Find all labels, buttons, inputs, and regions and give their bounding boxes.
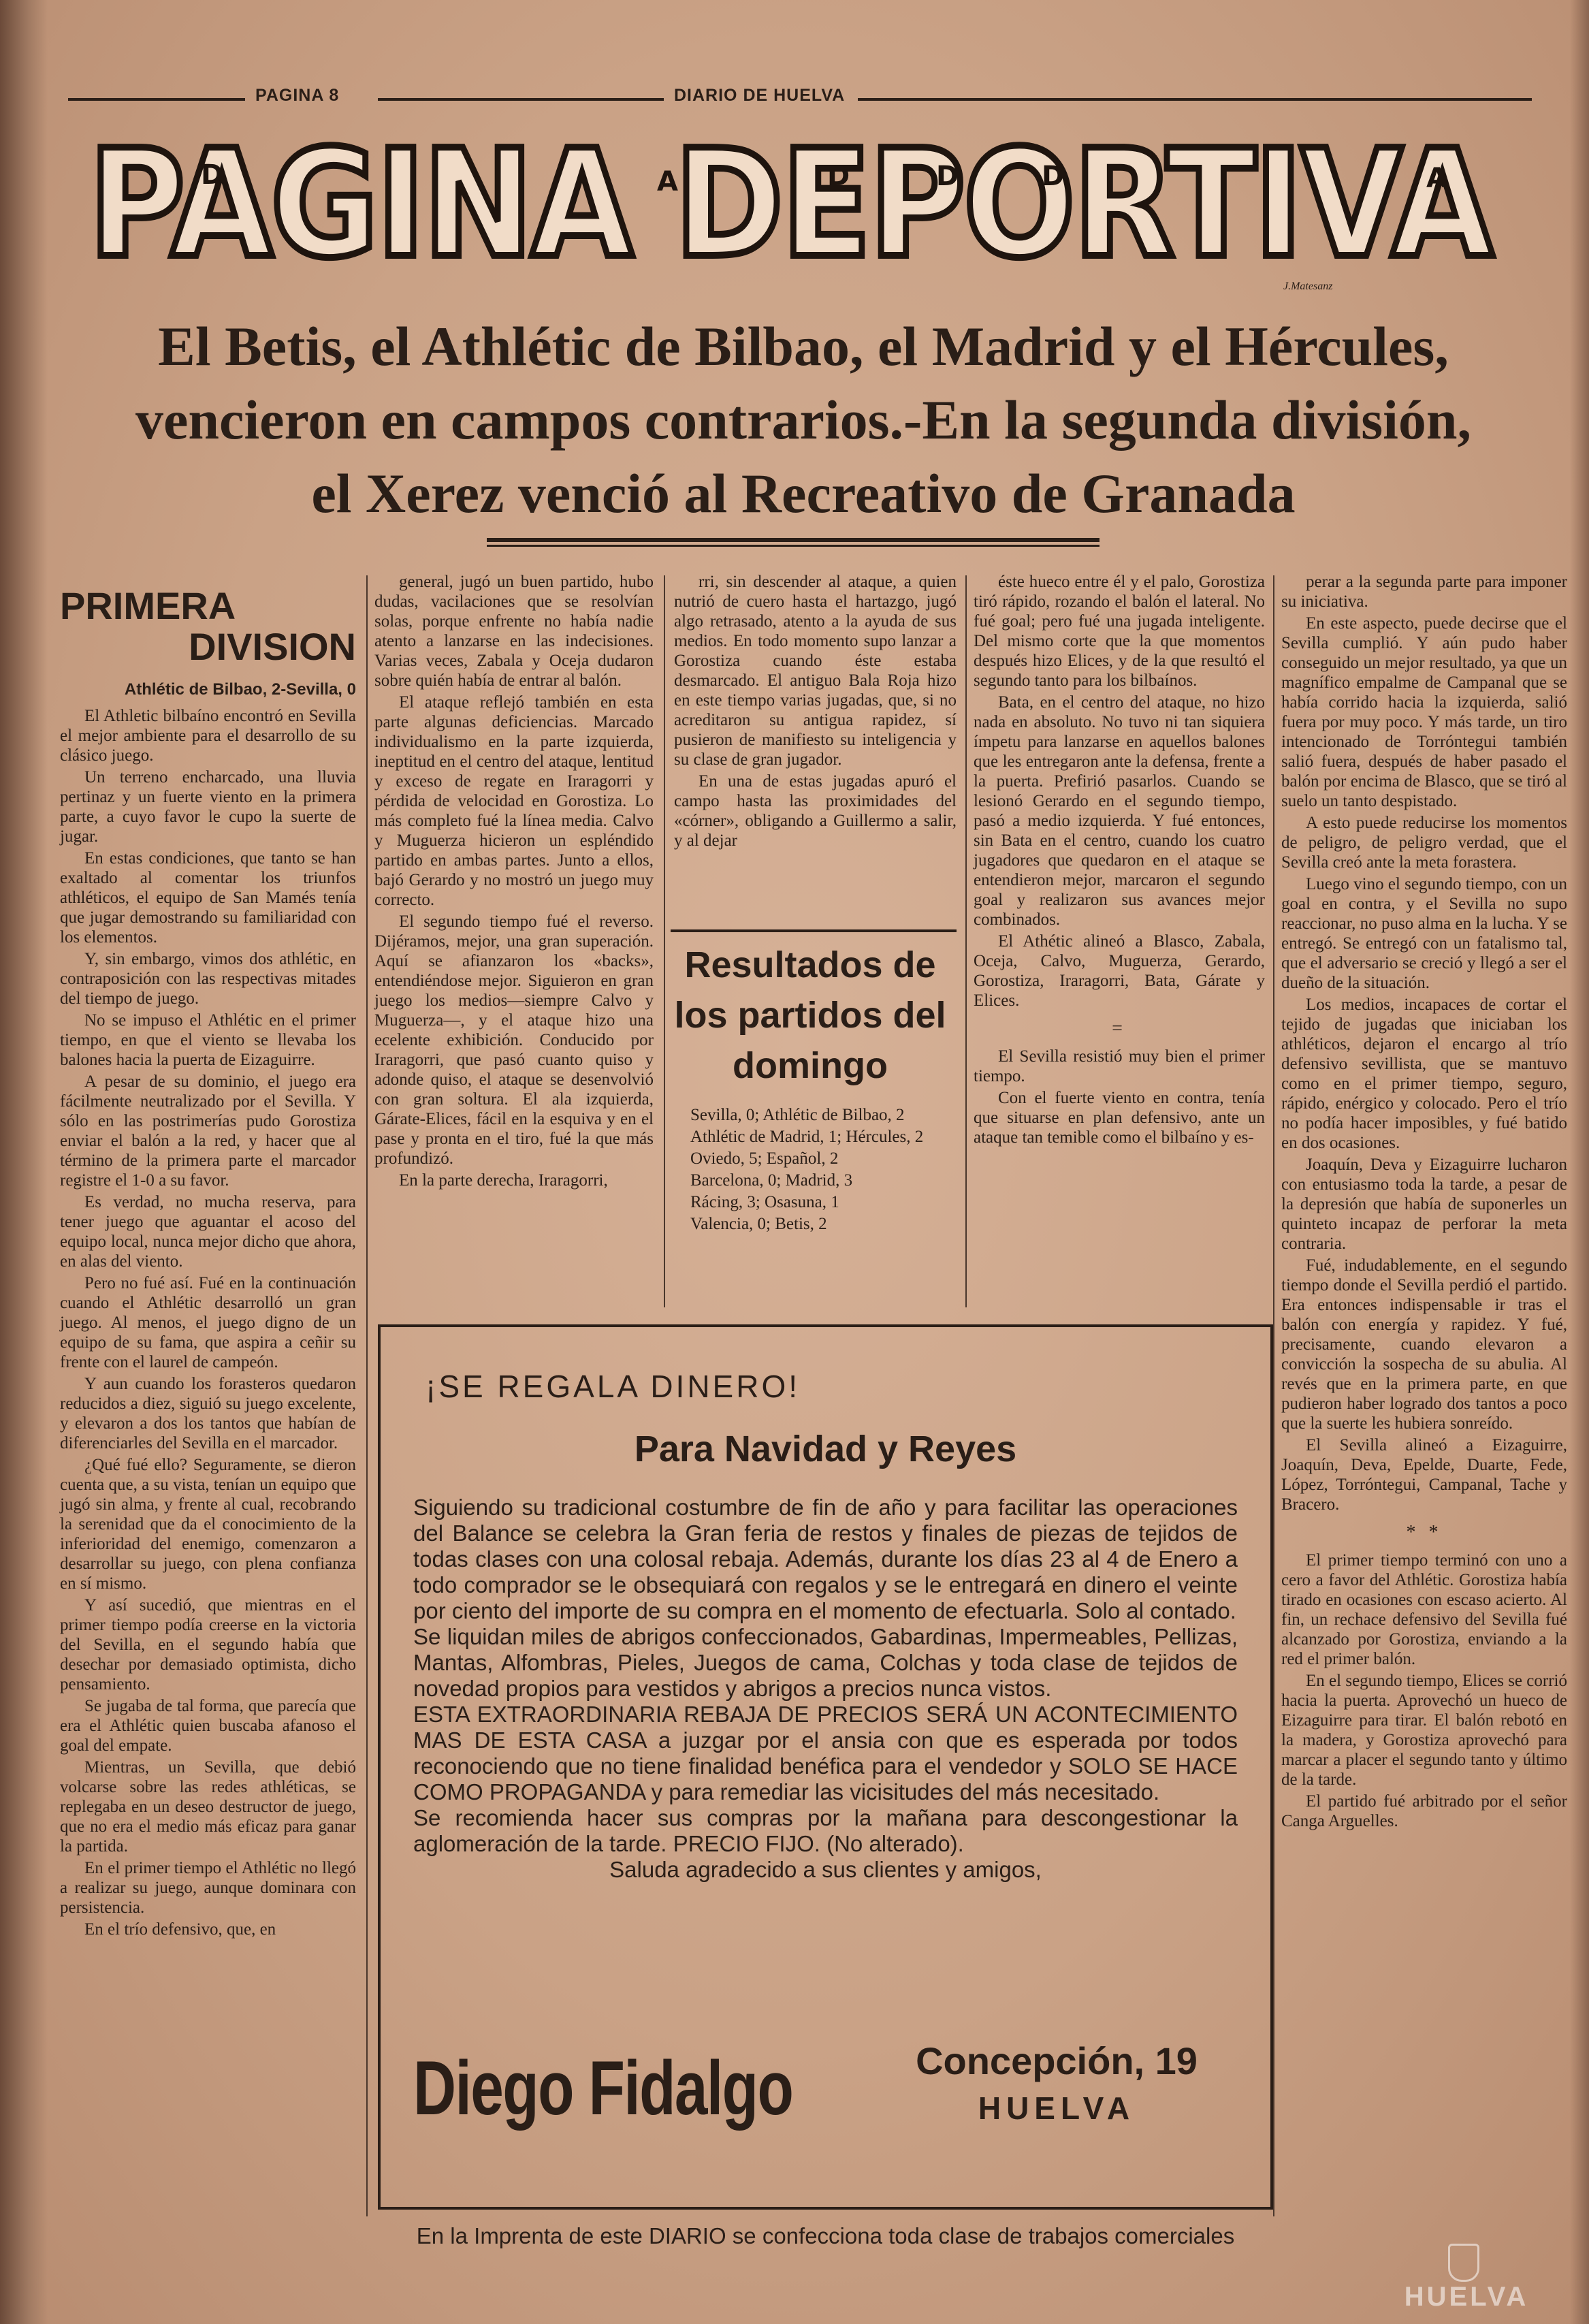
ad-brand: Diego Fidalgo bbox=[413, 2046, 793, 2131]
article-paragraph: Un terreno encharcado, una lluvia pertinaz y un fuerte viento en la primera parte, a cuyo favor le cupo la suerte de jugar. bbox=[60, 768, 356, 846]
article-column-3 bbox=[674, 572, 957, 853]
article-paragraph: perar a la segunda parte para imponer su iniciativa. bbox=[1281, 573, 1567, 611]
newspaper-name: DIARIO DE HUELVA bbox=[674, 86, 846, 105]
page-number: PAGINA 8 bbox=[255, 86, 340, 105]
match-header: Athlétic de Bilbao, 2-Sevilla, 0 bbox=[124, 680, 356, 699]
article-paragraph: rri, sin descender al ataque, a quien nutrió de cuero hasta el hartazgo, jugó algo retrasado, atento a la ayuda de sus medios. En todo momento supo lanzar a Gorostiza cuando éste estaba desmarcado. El antiguo Bala Roja hizo en este tiempo varias jugadas, que, si no acreditaron su antigua rapidez, sí pusieron de manifiesto su inteligencia y su clase de gran jugador. bbox=[674, 573, 957, 769]
archive-watermark bbox=[1398, 2244, 1535, 2312]
article-paragraph: Pero no fué así. Fué en la continuación cuando el Athlétic desarrolló un gran juego. Al menos, el juego digno de un equipo de su fama, que aspira a ceñir su frente con el laurel de campeón. bbox=[60, 1274, 356, 1371]
page-edge-shadow bbox=[1570, 0, 1589, 2324]
ad-paragraph: Siguiendo su tradicional costumbre de fin de año y para facilitar las operaciones del Balance se celebra la Gran feria de restos y finales de piezas de tejidos de todas clases con una colosal rebaja. Además, durante los días 23 al 4 de Enero a todo comprador se le obsequiará con regalos y se le entregará en dinero el veinte por ciento del importe de su compra en el momento de efectuarla. Solo al contado. bbox=[413, 1495, 1238, 1623]
article-paragraph: En el segundo tiempo, Elices se corrió hacia la puerta. Aprovechó un hueco de Eizaguirre para tirar. El balón rebotó en la madera, y Gorostiza aprovechó para marcar a placer el segundo tanto y último de la tarde. bbox=[1281, 1672, 1567, 1789]
masthead-letter: D bbox=[1042, 161, 1065, 192]
ad-paragraph: Saluda agradecido a sus clientes y amigos, bbox=[609, 1857, 1042, 1882]
column-text bbox=[60, 706, 356, 1939]
header-rule-right bbox=[858, 98, 1532, 101]
article-paragraph: El segundo tiempo fué el reverso. Dijéramos, mejor, una gran superación. Aquí se afianzaron los «backs», entendiéndose mejor. Siguieron en gran juego los medios—siempre Calvo y Muguerza—, y el ataque hizo una ecelente exhibición. Conducido por Iraragorri, que pasó cuanto quiso y adonde quiso, el ataque se desenvolvió con gran soltura. El ala izquierda, Gárate-Elices, fácil en la esquiva y en el pase y pronta en el tiro, fué la que más profundizó. bbox=[374, 912, 654, 1168]
page-binding-shadow bbox=[0, 0, 48, 2324]
article-paragraph: A esto puede reducirse los momentos de peligro, de peligro verdad, que el Sevilla creó ante la meta forastera. bbox=[1281, 814, 1567, 872]
article-paragraph: El Athétic alineó a Blasco, Zabala, Oceja, Calvo, Muguerza, Gerardo, Gorostiza, Iraragorri, Bata, Gárate y Elices. bbox=[974, 932, 1265, 1010]
article-paragraph: A pesar de su dominio, el juego era fácilmente neutralizado por el Sevilla. Y sólo en las postrimerías pudo Gorostiza enviar el balón a la red, y hacer que al término de la primera parte el marcador registre el 1-0 a su favor. bbox=[60, 1072, 356, 1190]
article-column-2 bbox=[374, 572, 654, 1192]
masthead-letter: A bbox=[657, 166, 678, 197]
article-paragraph: Y aun cuando los forasteros quedaron reducidos a diez, siguió su juego excelente, y elevaron a dos los tantos que habían de diferenciarles del Sevilla en el marcador. bbox=[60, 1375, 356, 1452]
result-line: Barcelona, 0; Madrid, 3 bbox=[690, 1171, 853, 1190]
article-paragraph: Fué, indudablemente, en el segundo tiempo donde el Sevilla perdió el partido. Era entonces indispensable ir tras el balón con energía y rapidez. Y fué, precisamente, cuando elevaron a convicción la sospecha de su abulia. Al revés que en la primera parte, en que pudieron haber logrado dos tantos a poco que la suerte les hubiera sonreído. bbox=[1281, 1256, 1567, 1433]
article-paragraph: Los medios, incapaces de cortar el tejido de jugadas que iniciaban los athléticos, dejaron el encargo al trío defensivo sevillista, que se mantuvo como en el primer tiempo, seguro, rápido, enérgico y colocado. Pero el trío no podía hacer imposibles, y fué batido en dos ocasiones. bbox=[1281, 996, 1567, 1152]
ad-title: Para Navidad y Reyes bbox=[634, 1429, 1017, 1469]
article-paragraph: Luego vino el segundo tiempo, con un goal en contra, y el Sevilla no supo reaccionar, no puso alma en la lucha. Y se entregó. Se entregó con un fatalismo tal, que el adversario se creció y llegó a ser el dueño de la situación. bbox=[1281, 875, 1567, 992]
result-line: Sevilla, 0; Athlétic de Bilbao, 2 bbox=[690, 1106, 905, 1124]
article-paragraph: Bata, en el centro del ataque, no hizo nada en absoluto. No tuvo ni tan siquiera ímpetu para lanzarse en aquellos balones que les entregaron ante la defensa, frente a la puerta. Prefirió pasarlos. Cuando se lesionó Gerardo en el segundo tiempo, pasó a medio izquierda. Y fué entonces, sin Bata en el centro, cuando los cuatro jugadores que quedaron en el ataque se entendieron mejor, marcaron el segundo goal y realizaron sus avances mejor combinados. bbox=[974, 693, 1265, 929]
ad-body bbox=[413, 1495, 1238, 1883]
ad-paragraph: Se recomienda hacer sus compras por la mañana para descongestionar la aglomeración de la tarde. PRECIO FIJO. (No alterado). bbox=[413, 1805, 1238, 1856]
article-paragraph: Con el fuerte viento en contra, tenía que situarse en plan defensivo, ante un ataque tan temible como el bilbaíno y es- bbox=[974, 1089, 1265, 1147]
headline-line: el Xerez venció al Recreativo de Granada bbox=[311, 462, 1296, 524]
column-text bbox=[1281, 572, 1567, 1514]
ad-street: Concepción, 19 bbox=[916, 2039, 1198, 2082]
masthead-word: PAGINA DEPORTIVA bbox=[89, 118, 1493, 286]
masthead-letter: D bbox=[936, 161, 959, 192]
article-column-5 bbox=[1281, 572, 1567, 1833]
section-title-line: DIVISION bbox=[189, 625, 356, 668]
illustrator-signature: J.Matesanz bbox=[1283, 281, 1333, 292]
results-top-rule bbox=[671, 929, 957, 932]
headline-line: El Betis, el Athlétic de Bilbao, el Madrid y el Hércules, bbox=[158, 315, 1449, 377]
article-paragraph: Joaquín, Deva y Eizaguirre lucharon con entusiasmo toda la tarde, a pesar de la depresión que había de suponerles un quinteto incapaz de perforar la meta contraria. bbox=[1281, 1156, 1567, 1253]
column-text bbox=[974, 1047, 1265, 1147]
article-paragraph: El Athletic bilbaíno encontró en Sevilla el mejor ambiente para el desarrollo de su clásico juego. bbox=[60, 707, 356, 765]
headline-underline-thin bbox=[487, 545, 1100, 547]
article-paragraph: En estas condiciones, que tanto se han exaltado al comentar los triunfos athléticos, el equipo de San Mamés tenía que jugar demostrando su familiaridad con los elementos. bbox=[60, 849, 356, 946]
watermark-text: HUELVA bbox=[1404, 2282, 1529, 2312]
article-paragraph: En una de estas jugadas apuró el campo hasta las proximidades del «córner», obligando a Guillermo a salir, y al dejar bbox=[674, 772, 957, 850]
article-paragraph: El Sevilla resistió muy bien el primer tiempo. bbox=[974, 1047, 1265, 1085]
article-paragraph: Mientras, un Sevilla, que debió volcarse sobre las redes athléticas, se replegaba en un deseo destructor de juego, que no era el medio más eficaz para ganar la partida. bbox=[60, 1758, 356, 1856]
result-line: Valencia, 0; Betis, 2 bbox=[690, 1215, 827, 1233]
article-paragraph: Y, sin embargo, vimos dos athlétic, en contraposición con las respectivas mitades del tiempo de juego. bbox=[60, 950, 356, 1008]
article-paragraph: El partido fué arbitrado por el señor Canga Arguelles. bbox=[1281, 1792, 1567, 1830]
main-headline bbox=[54, 310, 1552, 530]
section-separator: = bbox=[1112, 1018, 1127, 1039]
column-text bbox=[1281, 1550, 1567, 1831]
column-rule bbox=[366, 575, 368, 2216]
footer-notice: En la Imprenta de este DIARIO se confecciona toda clase de trabajos comerciales bbox=[416, 2223, 1235, 2248]
header-rule-middle bbox=[378, 98, 664, 101]
article-paragraph: Es verdad, no mucha reserva, para tener juego que aguantar el acoso del equipo local, nunca mejor dicho que ahora, en alas del viento. bbox=[60, 1193, 356, 1271]
article-paragraph: En la parte derecha, Iraragorri, bbox=[399, 1171, 608, 1190]
article-paragraph: El Sevilla alineó a Eizaguirre, Joaquín, Deva, Epelde, Duarte, Fede, López, Torróntegui, Campanal, Tache y Bracero. bbox=[1281, 1436, 1567, 1514]
article-paragraph: No se impuso el Athlétic en el primer tiempo, en que el viento se llevaba los balones hacia la puerta de Eizaguirre. bbox=[60, 1011, 356, 1069]
article-paragraph: En el primer tiempo el Athlétic no llegó a realizar su juego, aunque dominara con persistencia. bbox=[60, 1859, 356, 1917]
section-masthead bbox=[89, 109, 1505, 286]
article-paragraph: En este aspecto, puede decirse que el Sevilla cumplió. Y aún pudo haber conseguido un mejor resultado, ya que un magnífico empalme de Campanal que se había corrido hacia la izquierda, salió fuera por muy poco. Y más tarde, un tiro intencionado de Torróntegui también salió fuera, después de haber pasado el balón por encima de Blasco, que se tiró al suelo un tanto despistado. bbox=[1281, 614, 1567, 810]
ad-slogan: ¡SE REGALA DINERO! bbox=[426, 1369, 801, 1404]
result-line: Rácing, 3; Osasuna, 1 bbox=[690, 1193, 839, 1211]
advertisement-box bbox=[378, 1324, 1273, 2210]
article-paragraph: éste hueco entre él y el palo, Gorostiza tiró rápido, rozando el balón el lateral. No fué goal; pero fué una jugada inteligente. Del mismo corte que la que momentos después hizo Elices, y de la que resultó el segundo tanto para los bilbaínos. bbox=[974, 573, 1265, 690]
column-text bbox=[674, 572, 957, 850]
article-paragraph: Se jugaba de tal forma, que parecía que era el Athlétic quien buscaba afanoso el goal del empate. bbox=[60, 1697, 356, 1755]
section-separator: * * bbox=[1406, 1522, 1443, 1543]
results-list bbox=[667, 1104, 953, 1235]
ad-city: HUELVA bbox=[978, 2090, 1136, 2126]
article-paragraph: general, jugó un buen partido, hubo dudas, vacilaciones que se resolvían solas, porque enfrente no había nadie atento a lanzarse en las indecisiones. Varias veces, Zabala y Oceja dudaron sobre quién había de entrar al balón. bbox=[374, 573, 654, 690]
masthead-letter: A bbox=[1426, 163, 1447, 194]
coat-of-arms-icon bbox=[1448, 2244, 1479, 2282]
ad-address bbox=[880, 2039, 1234, 2127]
result-line: Athlétic de Madrid, 1; Hércules, 2 bbox=[690, 1128, 924, 1146]
column-text bbox=[974, 572, 1265, 1010]
article-paragraph: El ataque reflejó también en esta parte algunas deficiencias. Marcado individualismo en la parte izquierda, ineptitud en el centro del ataque, lentitud y exceso de regate en Iraragorri y pérdida de velocidad en Gorostiza. Lo más completo fué la línea media. Calvo y Muguerza hicieron un espléndido partido en ambas partes. Junto a ellos, bajó Gerardo y no mostró un juego muy correcto. bbox=[374, 693, 654, 909]
masthead-letter: D bbox=[827, 161, 850, 192]
ad-signature-block bbox=[413, 2039, 1240, 2148]
ad-paragraph: Se liquidan miles de abrigos confeccionados, Gabardinas, Impermeables, Pellizas, Mantas, Alfombras, Pieles, Juegos de cama, Colchas y toda clase de tejidos de novedad propios para vestidos y abrigos a precios nunca vistos. bbox=[413, 1624, 1238, 1701]
results-title: Resultados de los partidos del domingo bbox=[674, 944, 946, 1086]
article-column-4 bbox=[974, 572, 1265, 1149]
headline-line: vencieron en campos contrarios.-En la segunda división, bbox=[135, 389, 1472, 451]
section-title-line: PRIMERA bbox=[60, 584, 236, 627]
article-column-1 bbox=[60, 572, 356, 1941]
section-title-primera-division bbox=[60, 586, 356, 667]
masthead-lettering bbox=[89, 109, 1505, 286]
headline-underline bbox=[487, 538, 1100, 542]
article-paragraph: En el trío defensivo, que, en bbox=[84, 1920, 276, 1939]
header-rule-left bbox=[68, 98, 245, 101]
column-rule bbox=[1273, 575, 1274, 2216]
result-line: Oviedo, 5; Español, 2 bbox=[690, 1149, 839, 1168]
article-paragraph: El primer tiempo terminó con uno a cero a favor del Athlétic. Gorostiza había tirado en ocasiones con escaso acierto. Al fin, un rechace defensivo del Sevilla fué alcanzado por Gorostiza, enviando a la red el primer balón. bbox=[1281, 1551, 1567, 1668]
column-text bbox=[374, 572, 654, 1190]
column-rule bbox=[965, 575, 967, 1307]
article-paragraph: Y así sucedió, que mientras en el primer tiempo podía creerse en la victoria del Sevilla, en el segundo había que desechar por demasiado optimista, dicho pensamiento. bbox=[60, 1596, 356, 1693]
masthead-letter: D bbox=[201, 159, 224, 191]
ad-paragraph: ESTA EXTRAORDINARIA REBAJA DE PRECIOS SERÁ UN ACONTECIMIENTO MAS DE ESTA CASA a juzgar por el ansia con que es esperada por todos reconociendo que no tiene finalidad benéfica para el vendedor y SOLO SE HACE COMO PROPAGANDA y para remediar las vicisitudes del más necesitado. bbox=[413, 1702, 1238, 1804]
results-box bbox=[667, 940, 953, 1235]
column-rule bbox=[664, 575, 665, 1307]
article-paragraph: ¿Qué fué ello? Seguramente, se dieron cuenta que, a su vista, tenían un equipo que jugó sin alma, y frente al cual, recobrando la serenidad que da el conocimiento de la inferioridad del enemigo, comenzaron a desarrollar su juego, con plena confianza en sí mismo. bbox=[60, 1456, 356, 1593]
